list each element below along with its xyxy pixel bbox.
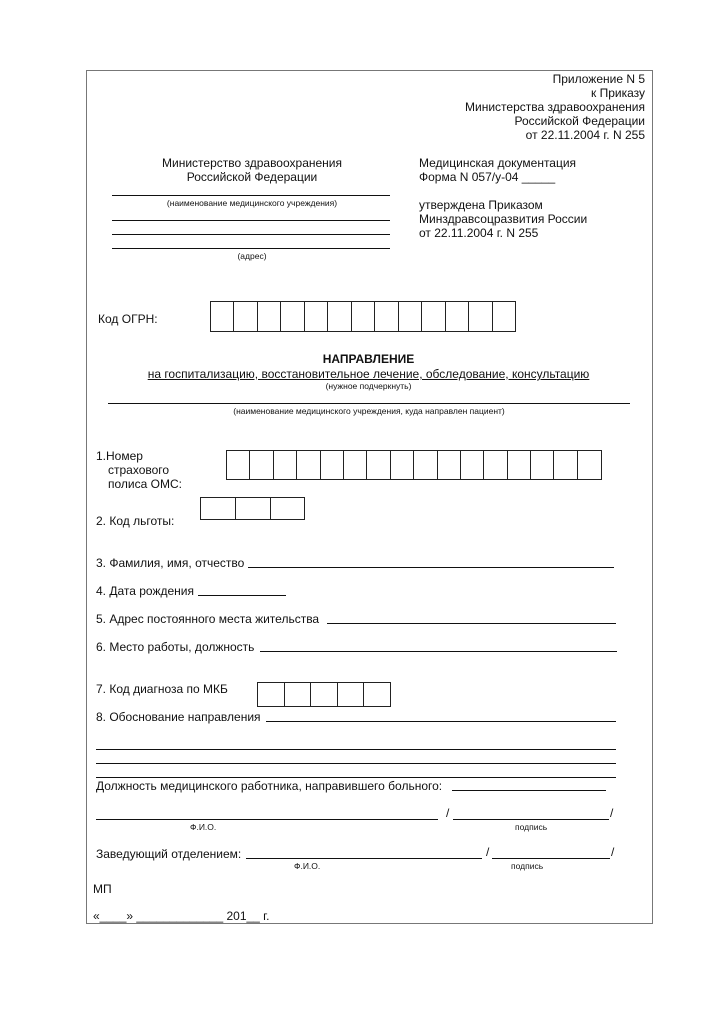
policy-label-2: страхового xyxy=(108,463,170,477)
worker-fio-caption: Ф.И.О. xyxy=(190,822,217,832)
slash-3: / xyxy=(486,845,490,859)
head-label: Заведующий отделением: xyxy=(96,847,242,861)
address-label: 5. Адрес постоянного места жительства xyxy=(96,612,320,626)
federation-label: Российской Федерации xyxy=(514,114,645,128)
slash-2: / xyxy=(610,806,614,820)
birth-line[interactable] xyxy=(198,595,286,596)
head-sign-line[interactable] xyxy=(492,858,610,859)
approved-label: утверждена Приказом xyxy=(419,198,543,212)
residence-line[interactable] xyxy=(327,623,616,624)
underline-hint: (нужное подчеркнуть) xyxy=(325,381,412,391)
mkb-code-boxes[interactable] xyxy=(257,682,391,707)
birth-label: 4. Дата рождения xyxy=(96,584,194,598)
head-sign-caption: подпись xyxy=(511,861,544,871)
stamp-label: МП xyxy=(93,882,112,896)
head-fio-line[interactable] xyxy=(246,858,482,859)
destination-caption: (наименование медицинского учреждения, куда направлен пациент) xyxy=(233,406,505,416)
address-line-3[interactable] xyxy=(112,248,390,249)
benefit-code-boxes[interactable] xyxy=(200,497,305,520)
mkb-label: 7. Код диагноза по МКБ xyxy=(96,682,228,696)
address-line-2[interactable] xyxy=(112,234,390,235)
work-label: 6. Место работы, должность xyxy=(96,640,255,654)
policy-number-boxes[interactable] xyxy=(226,450,602,480)
document-title: НАПРАВЛЕНИЕ xyxy=(322,352,415,366)
appendix-label: Приложение N 5 xyxy=(552,72,645,86)
left-ministry: Министерство здравоохранения xyxy=(162,156,342,170)
reason-line-2[interactable] xyxy=(96,749,616,750)
benefit-label: 2. Код льготы: xyxy=(96,514,175,528)
ogrn-code-boxes[interactable] xyxy=(210,301,516,332)
form-number-label: Форма N 057/у-04 _____ xyxy=(419,170,556,184)
approved-ministry-label: Минздравсоцразвития России xyxy=(419,212,588,226)
slash-4: / xyxy=(611,845,615,859)
position-line[interactable] xyxy=(452,790,606,791)
address-line-1[interactable] xyxy=(112,220,390,221)
institution-caption: (наименование медицинского учреждения) xyxy=(166,198,338,208)
fio-label: 3. Фамилия, имя, отчество xyxy=(96,556,245,570)
institution-line[interactable] xyxy=(112,195,390,196)
reason-line-4[interactable] xyxy=(96,777,616,778)
med-doc-label: Медицинская документация xyxy=(419,156,577,170)
document-subtitle: на госпитализацию, восстановительное лечение, обследование, консультацию xyxy=(147,367,590,381)
reason-line-1[interactable] xyxy=(266,721,616,722)
worker-sign-caption: подпись xyxy=(515,822,548,832)
work-line[interactable] xyxy=(260,651,617,652)
head-fio-caption: Ф.И.О. xyxy=(294,861,321,871)
left-federation: Российской Федерации xyxy=(186,170,318,184)
ogrn-label: Код ОГРН: xyxy=(98,312,158,326)
position-label: Должность медицинского работника, направившего больного: xyxy=(96,779,443,793)
slash-1: / xyxy=(446,806,450,820)
approved-date-label: от 22.11.2004 г. N 255 xyxy=(419,226,539,240)
ministry-label: Министерства здравоохранения xyxy=(465,100,645,114)
to-order-label: к Приказу xyxy=(590,86,645,100)
fio-line[interactable] xyxy=(248,567,614,568)
address-caption: (адрес) xyxy=(237,251,267,261)
worker-sign-line[interactable] xyxy=(453,819,609,820)
order-date-label: от 22.11.2004 г. N 255 xyxy=(525,128,645,142)
reason-line-3[interactable] xyxy=(96,763,616,764)
policy-label-3: полиса ОМС: xyxy=(108,477,182,491)
policy-label-1: 1.Номер xyxy=(96,449,143,463)
date-line[interactable]: «____» _____________ 201__ г. xyxy=(93,909,270,923)
reason-label: 8. Обоснование направления xyxy=(96,710,261,724)
worker-fio-line[interactable] xyxy=(96,819,438,820)
destination-line[interactable] xyxy=(108,403,630,404)
